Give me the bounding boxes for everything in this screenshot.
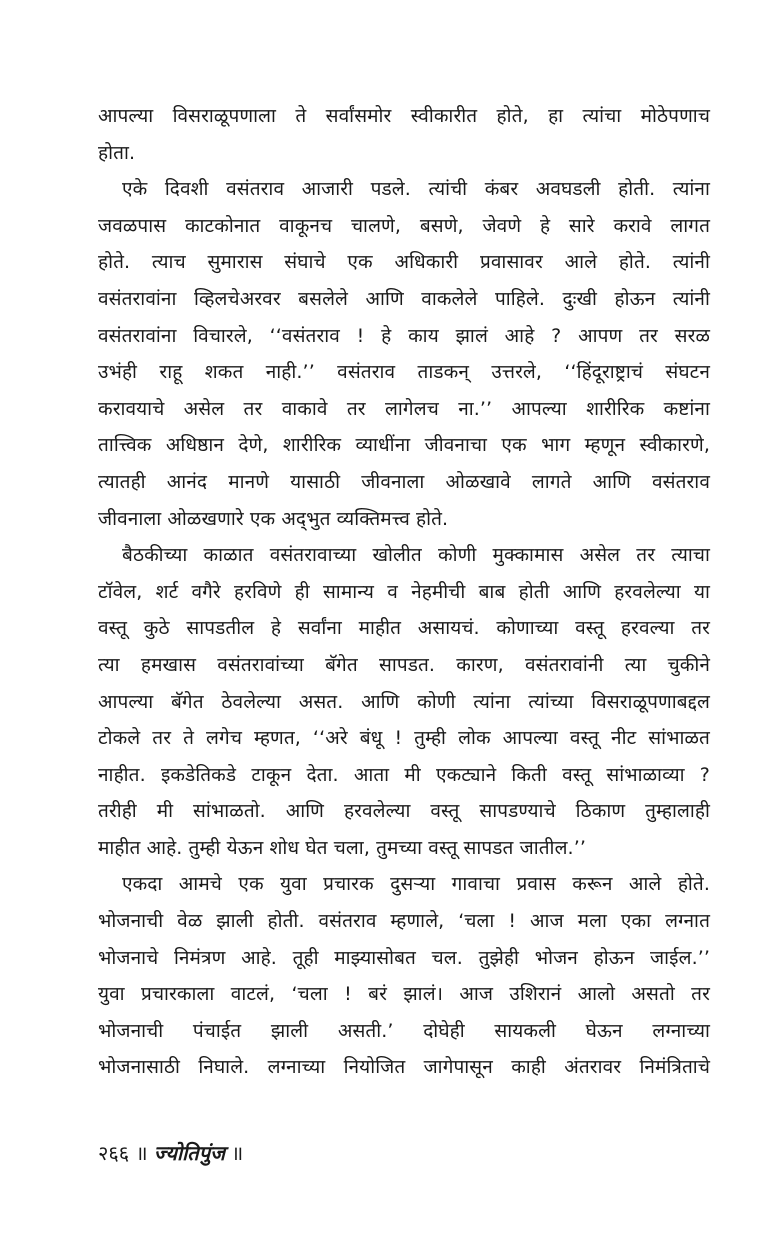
text-line: टोकले तर ते लगेच म्हणत, ‘‘अरे बंधू ! तुम्ही लोक आपल्या वस्तू नीट सांभाळत (98, 727, 710, 750)
text-line: त्या हमखास वसंतरावांच्या बॅगेत सापडत. कारण, वसंतरावांनी त्या चुकीने (98, 653, 710, 676)
footer-separator-left: ॥ (135, 1141, 148, 1165)
text-line: बैठकीच्या काळात वसंतरावाच्या खोलीत कोणी मुक्कामास असेल तर त्याचा (122, 544, 710, 567)
body-text (98, 98, 710, 1086)
text-line: माहीत आहे. तुम्ही येऊन शोध घेत चला, तुमच्या वस्तू सापडत जातील.’’ (98, 836, 586, 859)
text-line: भोजनाचे निमंत्रण आहे. तूही माझ्यासोबत चल. तुझेही भोजन होऊन जाईल.’’ (98, 946, 710, 969)
text-line: टॉवेल, शर्ट वगैरे हरविणे ही सामान्य व नेहमीची बाब होती आणि हरवलेल्या या (98, 580, 710, 603)
text-line: एके दिवशी वसंतराव आजारी पडले. त्यांची कंबर अवघडली होती. त्यांना (122, 178, 710, 201)
text-line: वस्तू कुठे सापडतील हे सर्वांना माहीत असायचं. कोणाच्या वस्तू हरवल्या तर (98, 617, 710, 640)
text-line: जवळपास काटकोनात वाकूनच चालणे, बसणे, जेवणे हे सारे करावे लागत (98, 214, 710, 237)
footer-separator-right: ॥ (231, 1141, 244, 1165)
text-line: नाहीत. इकडेतिकडे टाकून देता. आता मी एकट्याने किती वस्तू सांभाळाव्या ? (98, 763, 710, 786)
text-line: त्यातही आनंद मानणे यासाठी जीवनाला ओळखावे लागते आणि वसंतराव (98, 470, 710, 493)
page-footer (98, 1138, 243, 1168)
text-line: युवा प्रचारकाला वाटलं, ‘चला ! बरं झालं। आज उशिरानं आलो असतो तर (98, 983, 710, 1006)
text-line: जीवनाला ओळखणारे एक अद्‌भुत व्यक्तिमत्त्व होते. (98, 507, 449, 530)
text-line: एकदा आमचे एक युवा प्रचारक दुसऱ्या गावाचा प्रवास करून आले होते. (122, 873, 710, 896)
text-line: आपल्या विसराळूपणाला ते सर्वांसमोर स्वीकारीत होते, हा त्यांचा मोठेपणाच (98, 105, 710, 127)
text-line: भोजनाची वेळ झाली होती. वसंतराव म्हणाले, ‘चला ! आज मला एका लग्नात (98, 910, 710, 933)
text-line: आपल्या बॅगेत ठेवलेल्या असत. आणि कोणी त्यांना त्यांच्या विसराळूपणाबद्दल (98, 690, 710, 713)
text-line: वसंतरावांना विचारले, ‘‘वसंतराव ! हे काय झालं आहे ? आपण तर सरळ (98, 324, 710, 347)
text-line: भोजनाची पंचाईत झाली असती.’ दोघेही सायकली घेऊन लग्नाच्या (98, 1019, 710, 1042)
text-line: तात्त्विक अधिष्ठान देणे, शारीरिक व्याधींना जीवनाचा एक भाग म्हणून स्वीकारणे, (98, 434, 710, 457)
text-line: उभंही राहू शकत नाही.’’ वसंतराव ताडकन् उत्तरले, ‘‘हिंदूराष्ट्राचं संघटन (98, 361, 710, 384)
page-number: २६६ (98, 1141, 130, 1165)
text-line: वसंतरावांना व्हिलचेअरवर बसलेले आणि वाकलेले पाहिले. दुःखी होऊन त्यांनी (98, 287, 710, 310)
text-line: होता. (98, 141, 136, 164)
book-title: ज्योतिपुंज (153, 1141, 225, 1165)
text-line: भोजनासाठी निघाले. लग्नाच्या नियोजित जागेपासून काही अंतरावर निमंत्रिताचे (98, 1056, 710, 1079)
text-line: तरीही मी सांभाळतो. आणि हरवलेल्या वस्तू सापडण्याचे ठिकाण तुम्हालाही (98, 800, 710, 823)
text-line: करावयाचे असेल तर वाकावे तर लागेलच ना.’’ आपल्या शारीरिक कष्टांना (98, 397, 710, 420)
text-line: होते. त्याच सुमारास संघाचे एक अधिकारी प्रवासावर आले होते. त्यांनी (98, 251, 710, 274)
